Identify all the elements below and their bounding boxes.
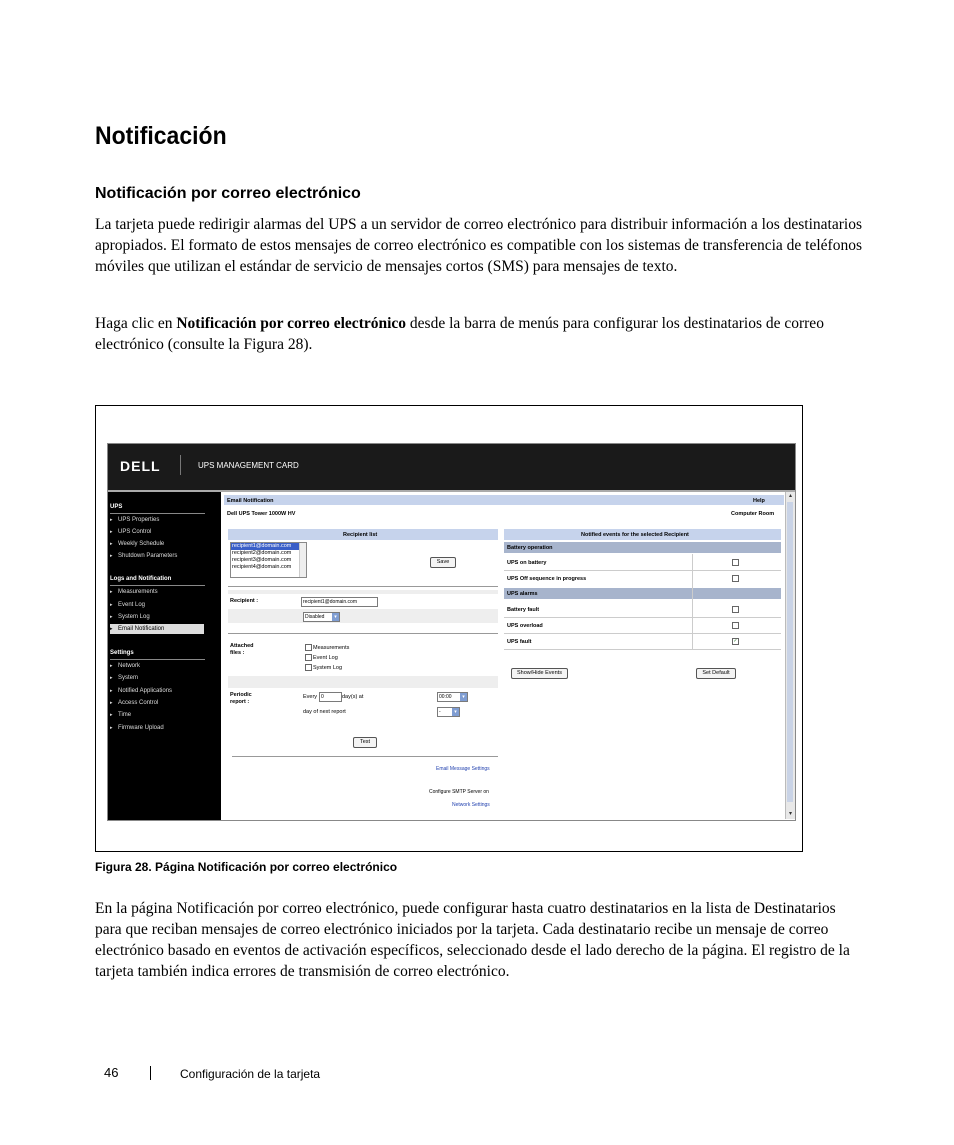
sidebar-item-label: Weekly Schedule	[118, 541, 165, 547]
sidebar-item-weekly-schedule[interactable]	[110, 539, 204, 549]
instruction-text-start: Haga clic en	[95, 315, 177, 332]
figure-caption: Figura 28. Página Notificación por correo electrónico	[95, 860, 398, 874]
footer-divider	[150, 1066, 151, 1080]
chevron-down-icon: ▾	[452, 708, 459, 716]
sidebar-item-access-control[interactable]	[110, 698, 204, 708]
sidebar-item-label: UPS Properties	[118, 517, 160, 523]
arrow-icon: ▸	[110, 626, 113, 632]
days-at-label: day(s) at	[342, 694, 364, 700]
recipient-option[interactable]: recipient3@domain.com	[232, 557, 292, 563]
event-log-checkbox[interactable]	[305, 654, 312, 661]
instruction-paragraph	[95, 313, 865, 355]
section-heading: Notificación por correo electrónico	[95, 185, 361, 202]
sidebar-item-system-log[interactable]	[110, 612, 204, 622]
sidebar-item-label: System	[118, 675, 139, 681]
sidebar-item-label: Firmware Upload	[118, 725, 164, 731]
arrow-icon: ▸	[110, 541, 113, 547]
chevron-down-icon: ▾	[460, 693, 467, 701]
sidebar-item-label: Network	[118, 663, 141, 669]
arrow-icon: ▸	[110, 675, 113, 681]
menu-reference: Notificación por correo electrónico	[176, 315, 407, 332]
sidebar-item-ups-control[interactable]	[110, 527, 204, 537]
sidebar-item-ups-properties[interactable]	[110, 515, 204, 525]
recipient-email-input[interactable]: recipient1@domain.com	[301, 597, 378, 607]
arrow-icon: ▸	[110, 602, 113, 608]
spacer-row	[228, 590, 498, 594]
sidebar-item-firmware-upload[interactable]	[110, 723, 204, 733]
sidebar-item-time[interactable]	[110, 710, 204, 720]
sidebar-item-measurements[interactable]	[110, 587, 204, 597]
arrow-icon: ▸	[110, 663, 113, 669]
events-title: Notified events for the selected Recipient	[581, 532, 689, 538]
event-battery-fault-label: Battery fault	[507, 607, 540, 613]
sidebar-item-email-notification[interactable]	[110, 624, 204, 634]
sidebar-item-shutdown-parameters[interactable]	[110, 551, 204, 561]
sidebar-item-label: Notified Applications	[118, 688, 173, 694]
arrow-icon: ▸	[110, 589, 113, 595]
periodic-label-line1: Periodic	[230, 692, 252, 698]
next-report-select-value: -	[439, 709, 441, 715]
row-divider	[504, 633, 781, 634]
row-divider	[504, 570, 781, 571]
test-button[interactable]: Test	[353, 737, 377, 748]
event-ups-on-battery-label: UPS on battery	[507, 560, 547, 566]
sidebar-item-label: UPS Control	[118, 529, 152, 535]
intro-paragraph: La tarjeta puede redirigir alarmas del UPS a un servidor de correo electrónico para distribuir información a los destinatarios apropiados. El formato de estos mensajes de correo electrónico es compatible con los sistemas de transferencia de teléfonos móviles que utilizan el estándar de servicio de mensajes cortos (SMS) para mensajes de texto.	[95, 216, 862, 275]
column-divider	[692, 554, 693, 649]
sidebar-divider	[110, 585, 205, 586]
arrow-icon: ▸	[110, 529, 113, 535]
recipient-option[interactable]: recipient4@domain.com	[232, 564, 292, 570]
sidebar-item-label: Time	[118, 712, 132, 718]
panel-scrollbar[interactable]	[785, 492, 795, 819]
event-section-alarms	[504, 588, 781, 599]
event-ups-off-sequence-label: UPS Off sequence in progress	[507, 576, 587, 582]
arrow-icon: ▸	[110, 517, 113, 523]
next-report-label: day of next report	[303, 709, 346, 715]
listbox-scrollbar[interactable]	[299, 543, 306, 577]
app-title: UPS MANAGEMENT CARD	[198, 461, 299, 470]
sidebar-item-label: Event Log	[118, 602, 146, 608]
status-select-value: Disabled	[305, 614, 325, 620]
device-name: Dell UPS Tower 1000W HV	[227, 511, 296, 517]
sidebar-item-system[interactable]	[110, 673, 204, 683]
event-ups-fault-label: UPS fault	[507, 639, 532, 645]
time-select[interactable]	[437, 692, 468, 702]
instruction-text-end: desde la barra de menús para configurar los destinatarios de correo electrónico (consulte la Figura 28).	[95, 315, 824, 353]
time-select-value: 00:00	[439, 694, 452, 700]
scroll-up-icon[interactable]: ▴	[788, 493, 792, 499]
configure-smtp-text: Configure SMTP Server on	[429, 789, 489, 795]
sidebar-divider	[110, 659, 205, 660]
recipient-list-title: Recipient list	[343, 532, 378, 538]
description-paragraph: En la página Notificación por correo electrónico, puede configurar hasta cuatro destinatarios en la lista de Destinatarios para que reciban mensajes de correo electrónico iniciados por la tarjeta. Cada destinatario recibe un mensaje de correo electrónico basado en eventos de activación específicos, seleccionado desde el lado derecho de la página. El registro de la tarjeta también indica errores de transmisión de correo electrónico.	[95, 900, 850, 980]
divider	[228, 633, 498, 634]
arrow-icon: ▸	[110, 614, 113, 620]
system-log-label: System Log	[313, 665, 343, 671]
next-report-select[interactable]	[437, 707, 460, 717]
every-label: Every	[303, 694, 318, 700]
periodic-label-line2: report :	[230, 699, 250, 705]
sidebar-item-label: Measurements	[118, 589, 158, 595]
arrow-icon: ▸	[110, 700, 113, 706]
sidebar-item-notified-applications[interactable]	[110, 686, 204, 696]
scroll-down-icon[interactable]: ▾	[788, 811, 792, 817]
recipient-listbox[interactable]	[230, 542, 307, 578]
sidebar-item-label: System Log	[118, 614, 150, 620]
sidebar-group-logs: Logs and Notification	[110, 576, 172, 582]
arrow-icon: ▸	[110, 553, 113, 559]
status-row	[228, 609, 498, 623]
event-section-alarms-label: UPS alarms	[507, 591, 538, 597]
ups-management-screenshot	[107, 443, 796, 821]
event-ups-overload-checkbox[interactable]	[732, 622, 739, 629]
page-title: Notificación	[95, 122, 227, 150]
event-ups-off-sequence-checkbox[interactable]	[732, 575, 739, 582]
attached-label-line1: Attached	[230, 643, 254, 649]
header-divider	[180, 455, 181, 475]
sidebar-item-label: Access Control	[118, 700, 159, 706]
network-settings-link[interactable]: Network Settings	[452, 802, 490, 808]
attached-label-line2: files :	[230, 650, 245, 656]
device-location: Computer Room	[731, 511, 775, 517]
sidebar-group-ups: UPS	[110, 504, 123, 510]
sidebar-item-label: Email Notification	[118, 626, 165, 632]
arrow-icon: ▸	[110, 712, 113, 718]
figure-frame	[95, 405, 803, 852]
arrow-icon: ▸	[110, 725, 113, 731]
sidebar-group-settings: Settings	[110, 650, 134, 656]
divider	[232, 756, 498, 757]
set-default-button[interactable]: Set Default	[696, 668, 736, 679]
page-number: 46	[104, 1065, 119, 1080]
app-header	[108, 444, 795, 492]
sidebar-item-network[interactable]	[110, 661, 204, 671]
row-divider	[504, 617, 781, 618]
every-days-input[interactable]: 0	[319, 692, 342, 702]
event-log-label: Event Log	[313, 655, 338, 661]
arrow-icon: ▸	[110, 688, 113, 694]
divider	[228, 586, 498, 587]
event-ups-overload-label: UPS overload	[507, 623, 543, 629]
save-button[interactable]: Save	[430, 557, 456, 568]
footer-section-title: Configuración de la tarjeta	[180, 1067, 321, 1081]
recipient-option[interactable]: recipient2@domain.com	[232, 550, 292, 556]
event-ups-on-battery-checkbox[interactable]	[732, 559, 739, 566]
recipient-label: Recipient :	[230, 598, 259, 604]
measurements-label: Measurements	[313, 645, 350, 651]
spacer-row	[228, 676, 498, 688]
event-battery-fault-checkbox[interactable]	[732, 606, 739, 613]
dell-logo: DELL	[120, 458, 161, 474]
system-log-checkbox[interactable]	[305, 664, 312, 671]
sidebar-divider	[110, 513, 205, 514]
sidebar	[108, 492, 221, 820]
chevron-down-icon: ▾	[332, 613, 339, 621]
sidebar-item-label: Shutdown Parameters	[118, 553, 178, 559]
show-hide-events-button[interactable]: Show/Hide Events	[511, 668, 568, 679]
scroll-thumb[interactable]	[787, 502, 793, 802]
help-link[interactable]: Help	[753, 498, 765, 504]
event-section-battery-label: Battery operation	[507, 545, 553, 551]
status-select[interactable]	[303, 612, 340, 622]
sidebar-item-event-log[interactable]	[110, 600, 204, 610]
email-message-settings-link[interactable]: Email Message Settings	[436, 766, 490, 772]
recipient-option[interactable]: recipient1@domain.com	[231, 543, 306, 550]
measurements-checkbox[interactable]	[305, 644, 312, 651]
panel-title: Email Notification	[227, 498, 274, 504]
email-notification-panel	[224, 492, 784, 820]
row-divider	[504, 649, 781, 650]
event-ups-fault-checkbox[interactable]: ✓	[733, 638, 738, 644]
panel-title-bar	[224, 495, 784, 505]
